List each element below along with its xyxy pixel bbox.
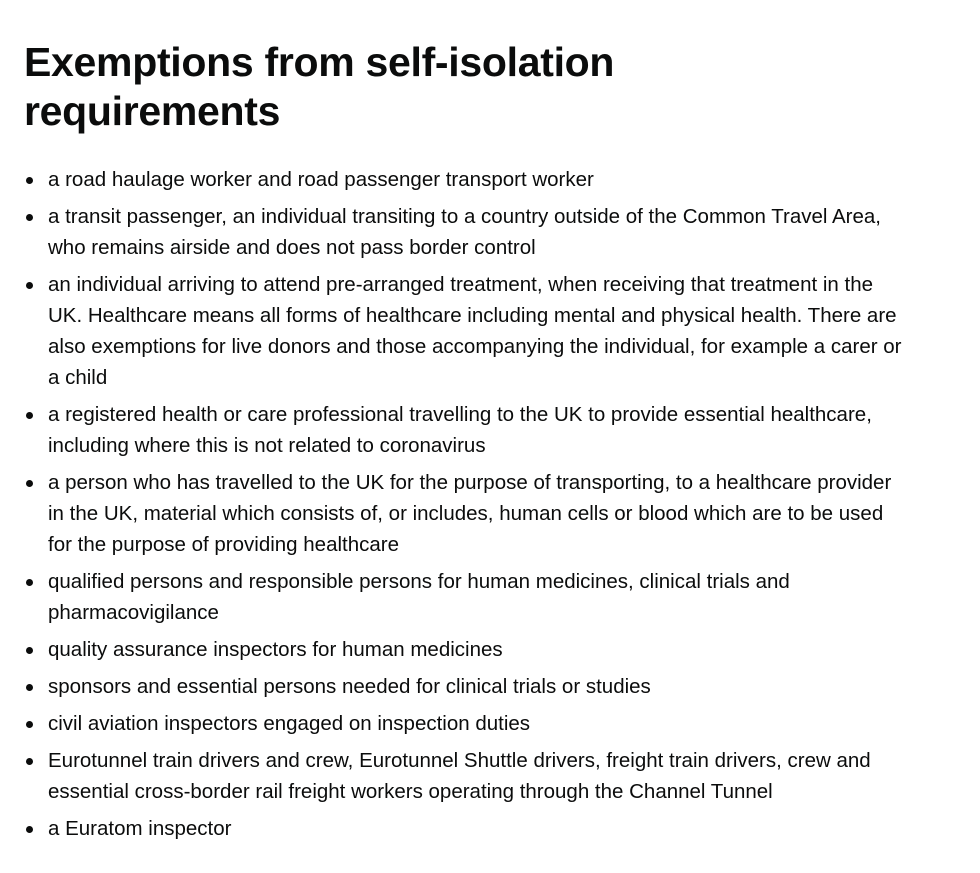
list-item (24, 634, 912, 665)
bullet-icon (26, 480, 33, 487)
list-item (24, 201, 912, 263)
list-item (24, 399, 912, 461)
list-item (24, 745, 912, 807)
bullet-icon (26, 412, 33, 419)
bullet-icon (26, 758, 33, 765)
bullet-icon (26, 647, 33, 654)
list-item-text: sponsors and essential persons needed for clinical trials or studies (48, 675, 651, 698)
list-item-text: an individual arriving to attend pre-arranged treatment, when receiving that treatment in the UK. Healthcare means all forms of healthcare including mental and physical health. There are also exemptions for live donors and those accompanying the individual, for example a carer or a child (48, 273, 902, 389)
list-item-text: a registered health or care professional travelling to the UK to provide essential healthcare, including where this is not related to coronavirus (48, 403, 872, 457)
list-item (24, 269, 912, 393)
list-item-text: a person who has travelled to the UK for the purpose of transporting, to a healthcare provider in the UK, material which consists of, or includes, human cells or blood which are to be used for the purpose of providing healthcare (48, 471, 892, 556)
page-title: Exemptions from self-isolation requirements (24, 39, 615, 134)
list-item-text: qualified persons and responsible persons for human medicines, clinical trials and pharmacovigilance (48, 570, 790, 624)
list-item-text: a transit passenger, an individual transiting to a country outside of the Common Travel Area, who remains airside and does not pass border control (48, 205, 881, 259)
exemptions-list (24, 164, 924, 844)
list-item-text: a road haulage worker and road passenger transport worker (48, 168, 594, 191)
list-item (24, 708, 912, 739)
list-item-text: a Euratom inspector (48, 817, 232, 840)
bullet-icon (26, 177, 33, 184)
list-item-text: civil aviation inspectors engaged on inspection duties (48, 712, 531, 735)
main-content (24, 38, 924, 850)
bullet-icon (26, 579, 33, 586)
list-item (24, 813, 912, 844)
bullet-icon (26, 282, 33, 289)
bullet-icon (26, 826, 33, 833)
list-item-text: quality assurance inspectors for human medicines (48, 638, 503, 661)
bullet-icon (26, 684, 33, 691)
list-item (24, 566, 912, 628)
list-item-text: Eurotunnel train drivers and crew, Eurotunnel Shuttle drivers, freight train drivers, crew and essential cross-border rail freight workers operating through the Channel Tunnel (48, 749, 871, 803)
list-item (24, 467, 912, 560)
bullet-icon (26, 214, 33, 221)
list-item (24, 164, 912, 195)
list-item (24, 671, 912, 702)
bullet-icon (26, 721, 33, 728)
